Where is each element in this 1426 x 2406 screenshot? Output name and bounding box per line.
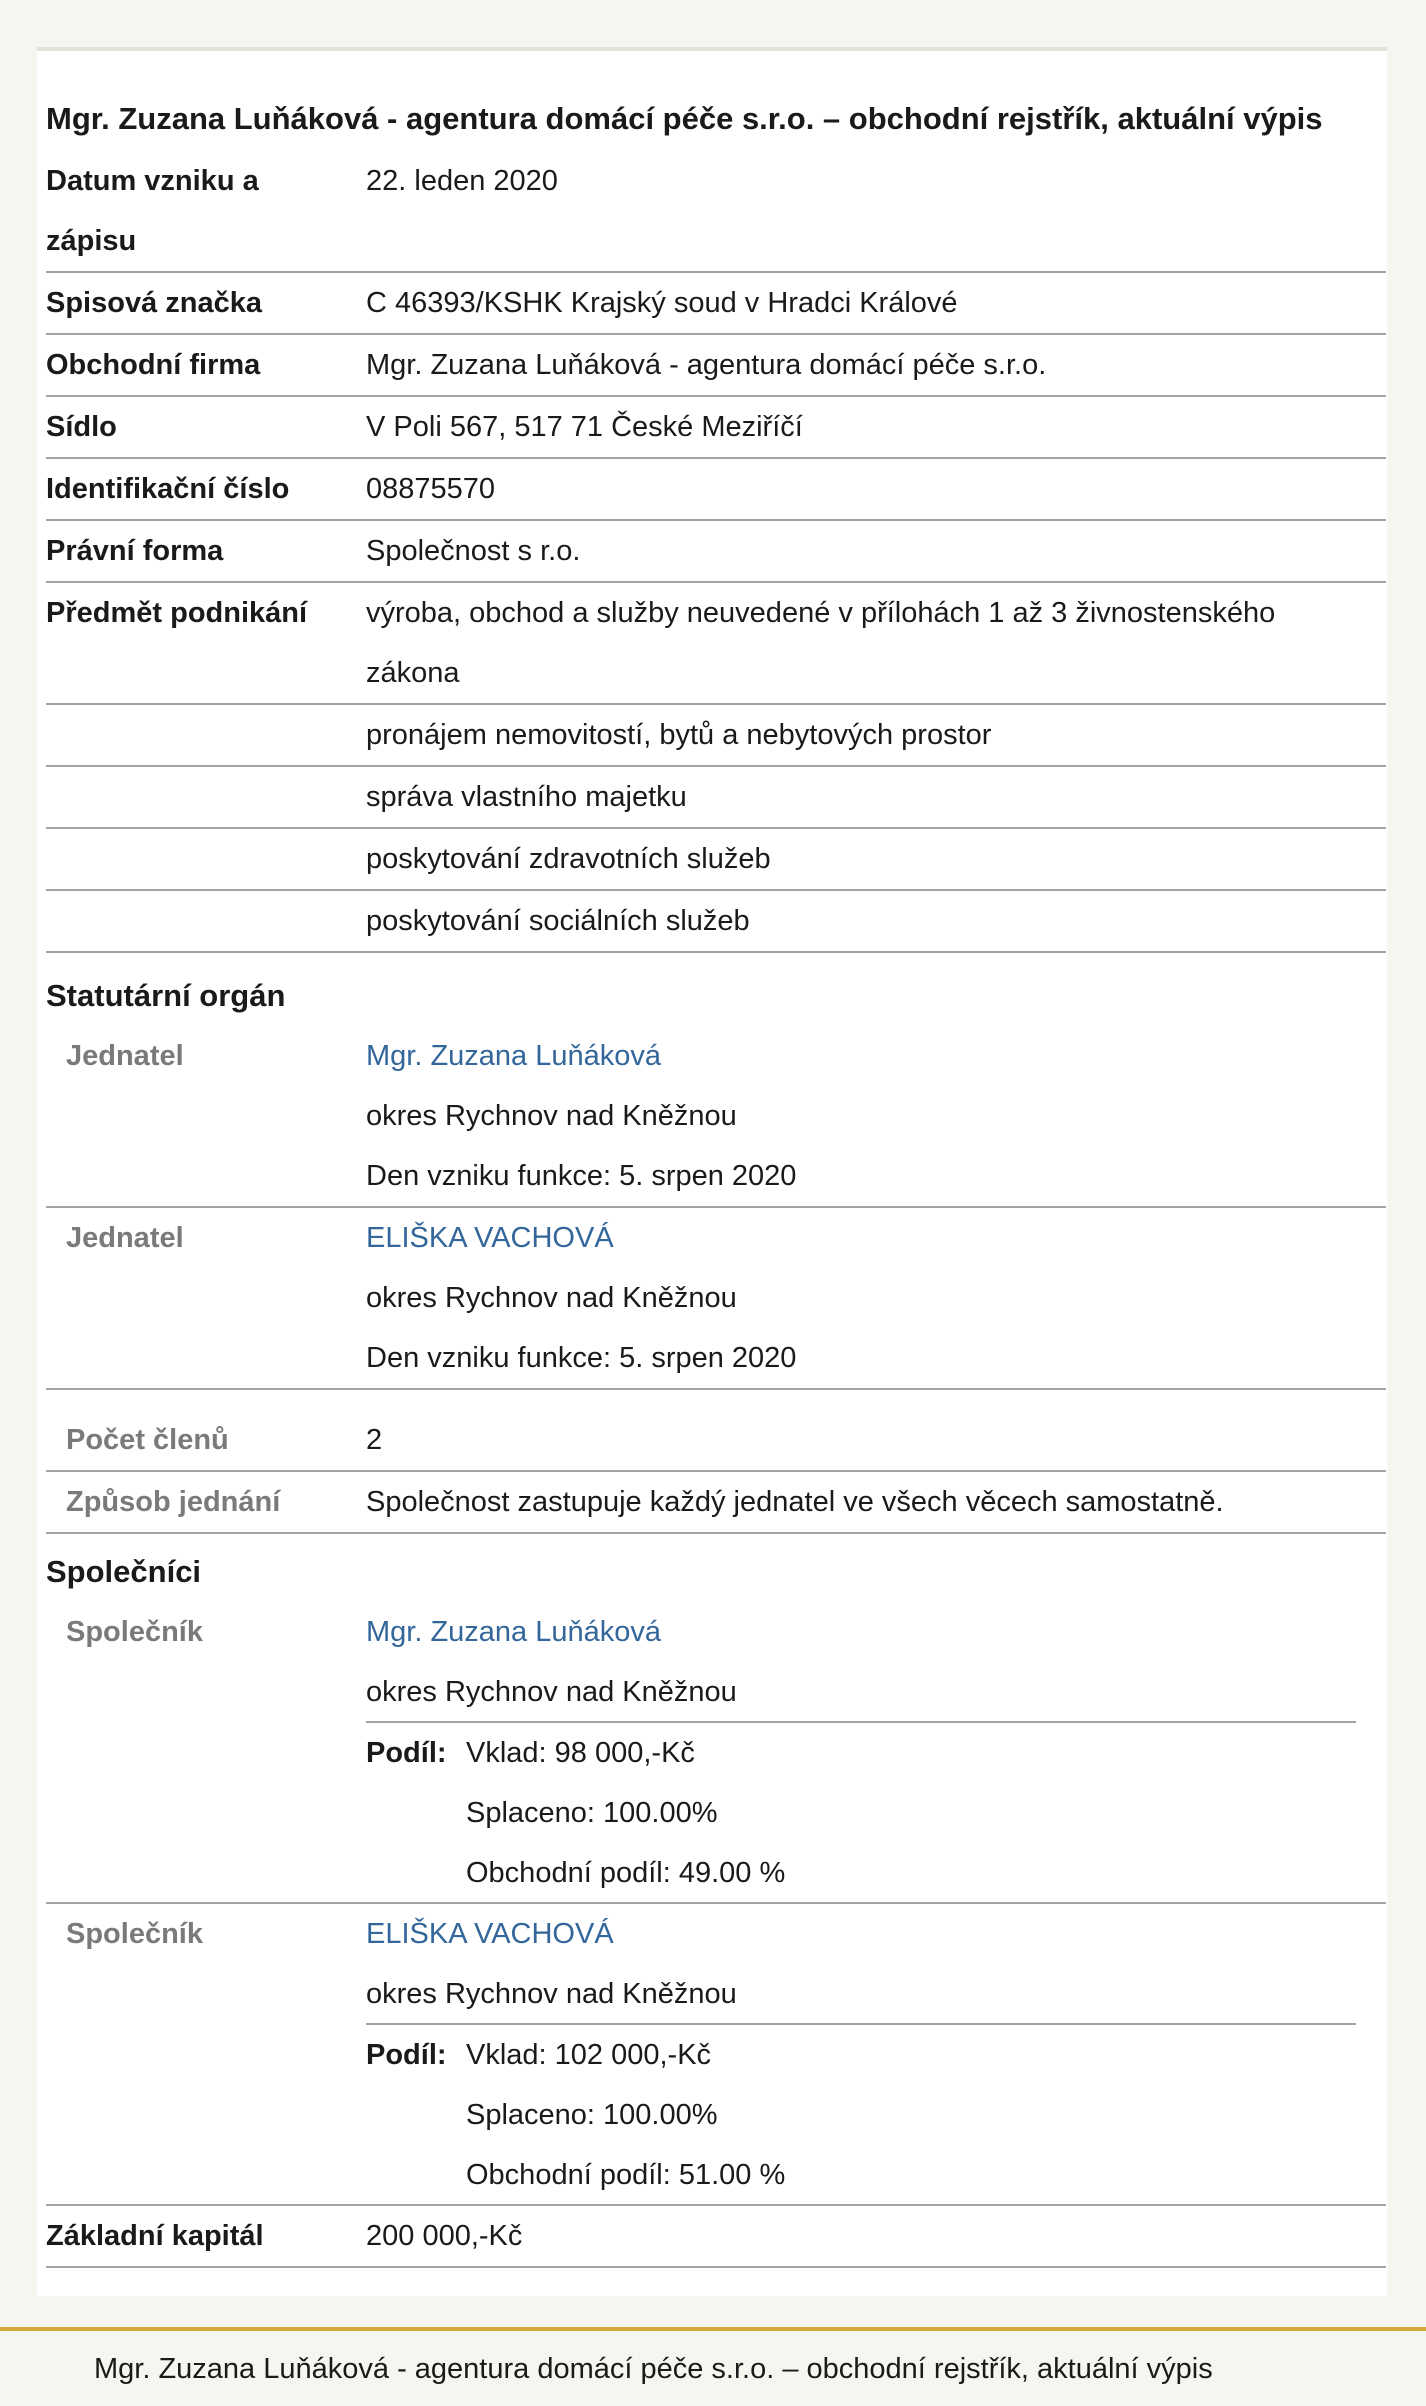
podil-obchodni: Obchodní podíl: 49.00 % xyxy=(466,1857,786,1889)
label-spisova-znacka: Spisová značka xyxy=(46,287,262,319)
spolecnik-name-link[interactable]: Mgr. Zuzana Luňáková xyxy=(366,1616,662,1648)
label-spolecnik: Společník xyxy=(66,1616,203,1648)
jednatel-name-link[interactable]: ELIŠKA VACHOVÁ xyxy=(366,1222,614,1254)
label-obchodni-firma: Obchodní firma xyxy=(46,349,261,381)
spolecnik-details xyxy=(366,1602,1366,1722)
value-datum-vzniku: 22. leden 2020 xyxy=(366,165,558,197)
podil-splaceno: Splaceno: 100.00% xyxy=(466,1797,718,1829)
row-obchodni-firma xyxy=(46,335,1386,397)
label-predmet-podnikani: Předmět podnikání xyxy=(46,597,308,629)
registry-extract-card xyxy=(37,47,1387,2296)
podil-vklad: Vklad: 98 000,-Kč xyxy=(466,1737,695,1769)
value-zakladni-kapital: 200 000,-Kč xyxy=(366,2220,523,2252)
label-datum-vzniku: Datum vzniku a zápisu xyxy=(46,165,259,257)
podil-splaceno: Splaceno: 100.00% xyxy=(466,2099,718,2131)
label-spolecnik: Společník xyxy=(66,1918,203,1950)
jednatel-details xyxy=(366,1026,1366,1206)
label-zpusob-jednani: Způsob jednání xyxy=(66,1486,281,1518)
row-predmet-item xyxy=(46,767,1386,829)
value-sidlo: V Poli 567, 517 71 České Meziříčí xyxy=(366,411,803,443)
footer-title: Mgr. Zuzana Luňáková - agentura domácí péče s.r.o. – obchodní rejstřík, aktuální výpis xyxy=(94,2353,1213,2385)
row-spolecnik xyxy=(46,1904,1386,2206)
section-heading-spolecnici: Společníci xyxy=(46,1554,202,1589)
label-jednatel: Jednatel xyxy=(66,1222,184,1254)
value-pocet-clenu: 2 xyxy=(366,1424,383,1456)
row-jednatel xyxy=(46,1208,1386,1390)
value-predmet-item: výroba, obchod a služby neuvedené v přílohách 1 až 3 živnostenského zákona xyxy=(366,597,1276,689)
row-jednatel xyxy=(46,1026,1386,1208)
podil-label: Podíl: xyxy=(366,2039,447,2071)
value-identifikacni-cislo: 08875570 xyxy=(366,473,496,505)
label-pocet-clenu: Počet členů xyxy=(66,1424,229,1456)
spolecnik-podil xyxy=(366,2023,1356,2205)
row-sidlo xyxy=(46,397,1386,459)
row-pravni-forma xyxy=(46,521,1386,583)
page-title: Mgr. Zuzana Luňáková - agentura domácí péče s.r.o. – obchodní rejstřík, aktuální výpis xyxy=(46,101,1323,136)
row-datum-vzniku xyxy=(46,151,1386,273)
row-identifikacni-cislo xyxy=(46,459,1386,521)
podil-vklad: Vklad: 102 000,-Kč xyxy=(466,2039,712,2071)
row-predmet-item xyxy=(46,891,1386,953)
label-jednatel: Jednatel xyxy=(66,1040,184,1072)
label-sidlo: Sídlo xyxy=(46,411,117,443)
podil-obchodni: Obchodní podíl: 51.00 % xyxy=(466,2159,786,2191)
spolecnik-details xyxy=(366,1904,1366,2024)
row-zakladni-kapital xyxy=(46,2206,1386,2268)
jednatel-details xyxy=(366,1208,1366,1388)
row-predmet-podnikani xyxy=(46,583,1386,705)
spolecnik-name-link[interactable]: ELIŠKA VACHOVÁ xyxy=(366,1918,614,1950)
row-pocet-clenu xyxy=(46,1390,1386,1472)
jednatel-since: Den vzniku funkce: 5. srpen 2020 xyxy=(366,1342,797,1374)
section-heading-statutarni-organ: Statutární orgán xyxy=(46,978,286,1013)
row-predmet-item xyxy=(46,829,1386,891)
jednatel-name-link[interactable]: Mgr. Zuzana Luňáková xyxy=(366,1040,662,1072)
value-predmet-item: poskytování zdravotních služeb xyxy=(366,843,771,875)
value-zpusob-jednani: Společnost zastupuje každý jednatel ve všech věcech samostatně. xyxy=(366,1486,1224,1518)
podil-values xyxy=(466,2025,785,2205)
jednatel-since: Den vzniku funkce: 5. srpen 2020 xyxy=(366,1160,797,1192)
row-spolecnik xyxy=(46,1602,1386,1904)
label-zakladni-kapital: Základní kapitál xyxy=(46,2220,264,2252)
podil-values xyxy=(466,1723,785,1903)
label-pravni-forma: Právní forma xyxy=(46,535,224,567)
value-obchodni-firma: Mgr. Zuzana Luňáková - agentura domácí péče s.r.o. xyxy=(366,349,1047,381)
value-spisova-znacka: C 46393/KSHK Krajský soud v Hradci Králové xyxy=(366,287,958,319)
row-predmet-item xyxy=(46,705,1386,767)
value-pravni-forma: Společnost s r.o. xyxy=(366,535,581,567)
row-spisova-znacka xyxy=(46,273,1386,335)
row-zpusob-jednani xyxy=(46,1472,1386,1534)
jednatel-district: okres Rychnov nad Kněžnou xyxy=(366,1100,737,1132)
value-predmet-item: správa vlastního majetku xyxy=(366,781,687,813)
podil-label: Podíl: xyxy=(366,1737,447,1769)
spolecnik-district: okres Rychnov nad Kněžnou xyxy=(366,1978,737,2010)
spolecnik-district: okres Rychnov nad Kněžnou xyxy=(366,1676,737,1708)
jednatel-district: okres Rychnov nad Kněžnou xyxy=(366,1282,737,1314)
value-predmet-item: poskytování sociálních služeb xyxy=(366,905,750,937)
label-identifikacni-cislo: Identifikační číslo xyxy=(46,473,290,505)
spolecnik-podil xyxy=(366,1721,1356,1903)
page-footer xyxy=(0,2327,1426,2406)
value-predmet-item: pronájem nemovitostí, bytů a nebytových prostor xyxy=(366,719,992,751)
